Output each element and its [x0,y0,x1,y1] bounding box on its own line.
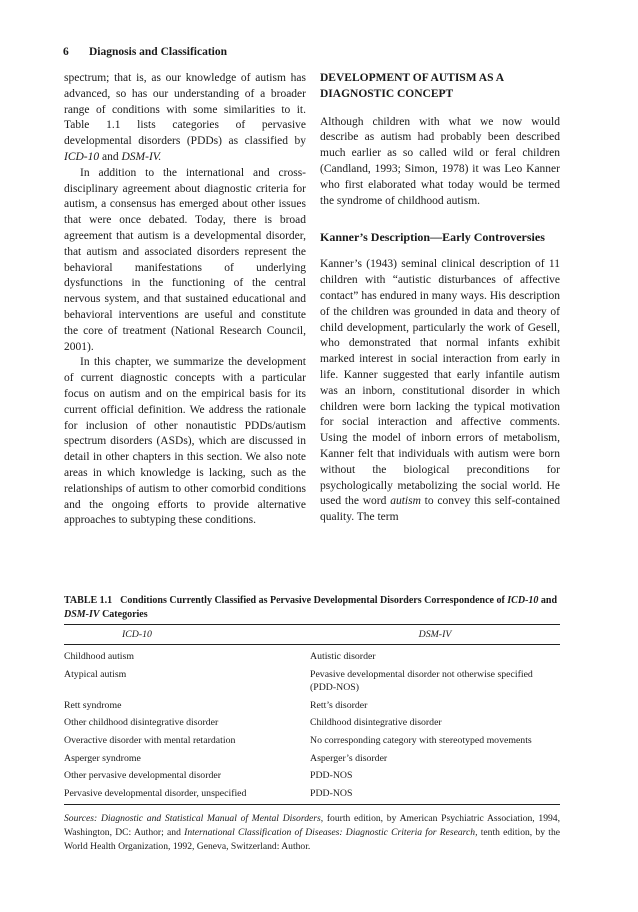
icd10-cell: Asperger syndrome [64,752,141,764]
dsmiv-cell: Rett’s disorder [310,699,368,711]
table-header-row [64,625,560,645]
table-caption: TABLE 1.1 Conditions Currently Classified as Pervasive Developmental Disorders Correspondence of ICD-10 and DSM-IV Categories [64,595,558,620]
running-head-title: Diagnosis and Classification [89,46,228,58]
dsmiv-cell: PDD-NOS [310,785,560,805]
dsmiv-cell: Autistic disorder [310,651,376,662]
table-row [64,645,560,666]
icd10-cell: Other pervasive developmental disorder [64,770,221,782]
right-paragraph-2: Kanner’s (1943) seminal clinical description of 11 children with “autistic disturbances of affective contact” has endured in many ways. His description of the children was grounded in data and theory of child development, particularly the work of Gesell, who demonstrated that normal infants exhibit marked interest in social interaction from early in life. Kanner suggested that early infantile autism was an inborn, constitutional disorder in which children were born lacking the typical motivation for social interaction and affective comments. Using the model of inborn errors of metabolism, Kanner felt that individuals with autism were born without the biological preconditions for psychologically metabolizing the social world. He used the word autism to convey this self-contained quality. The term [320,258,561,524]
table-row [64,750,560,768]
column-header-dsmiv: DSM-IV [310,625,560,645]
table-row [64,666,560,697]
right-column [320,71,560,526]
classification-table [64,624,560,805]
column-header-icd10: ICD-10 [64,625,310,645]
table-row [64,785,560,805]
table-row [64,732,560,750]
dsmiv-cell: Asperger’s disorder [310,752,388,764]
dsmiv-cell: Pevasive developmental disorder not otherwise specified (PDD-NOS) [310,668,533,694]
dsmiv-cell: Childhood disintegrative disorder [310,717,442,729]
icd10-cell: Other childhood disintegrative disorder [64,717,219,729]
page-number: 6 [63,46,69,58]
left-paragraph-3: In this chapter, we summarize the development of current diagnostic concepts with a particular focus on autism and on the empirical basis for its current official definition. We address the rationale for inclusion of other nonautistic PDDs/autism spectrum disorders (ASDs), which are discussed in detail in other chapters in this section. We also note areas in which knowledge is lacking, such as the relationships of autism to other comorbid conditions and the ongoing efforts to provide alternative approaches to subtyping these conditions. [64,356,306,527]
table-label: TABLE 1.1 [64,595,113,606]
left-column [64,71,306,529]
table-row [64,697,560,715]
running-head [63,46,575,58]
icd10-cell: Atypical autism [64,668,127,680]
table-row [64,714,560,732]
dsmiv-cell: No corresponding category with stereotyped movements [310,734,532,746]
icd10-cell: Rett syndrome [64,699,122,711]
right-paragraph-1: Although children with what we now would describe as autism had probably been described much earlier as so called wild or feral children (Candland, 1993; Simon, 1978) it was Leo Kanner who first elaborated what today would be termed the syndrome of childhood autism. [320,115,560,207]
left-paragraph-2: In addition to the international and cross-disciplinary agreement about diagnostic criteria for autism, a consensus has emerged about other issues that were once debated. Today, there is broad agreement that autism is a developmental disorder, that autism and associated disorders represent the behavioral manifestations of underlying dysfunctions in the functioning of the central nervous system, and that sustained educational and behavioral interventions are useful and constitute the core of treatment (National Research Council, 2001). [64,166,306,353]
section-heading: DEVELOPMENT OF AUTISM AS A DIAGNOSTIC CONCEPT [320,72,504,100]
icd10-cell: Childhood autism [64,651,134,662]
table-1-1 [64,594,560,854]
dsmiv-cell: PDD-NOS [310,770,353,782]
subsection-heading: Kanner’s Description—Early Controversies [320,230,545,245]
icd10-cell: Overactive disorder with mental retardation [64,734,236,746]
icd10-cell: Pervasive developmental disorder, unspecified [64,785,310,805]
left-paragraph-1: spectrum; that is, as our knowledge of autism has advanced, so has our understanding of a broader range of conditions with some similarities to it. Table 1.1 lists categories of pervasive developmental disorders (PDDs) as classified by ICD-10 and DSM-IV. [64,72,306,163]
table-source-note: Sources: Diagnostic and Statistical Manual of Mental Disorders, fourth edition, by American Psychiatric Association, 1994, Washington, DC: Author; and International Classification of Diseases: Diagnostic Criteria for Research, tenth edition, by the World Health Organization, 1992, Geneva, Switzerland: Author. [64,813,560,853]
table-row [64,767,560,785]
